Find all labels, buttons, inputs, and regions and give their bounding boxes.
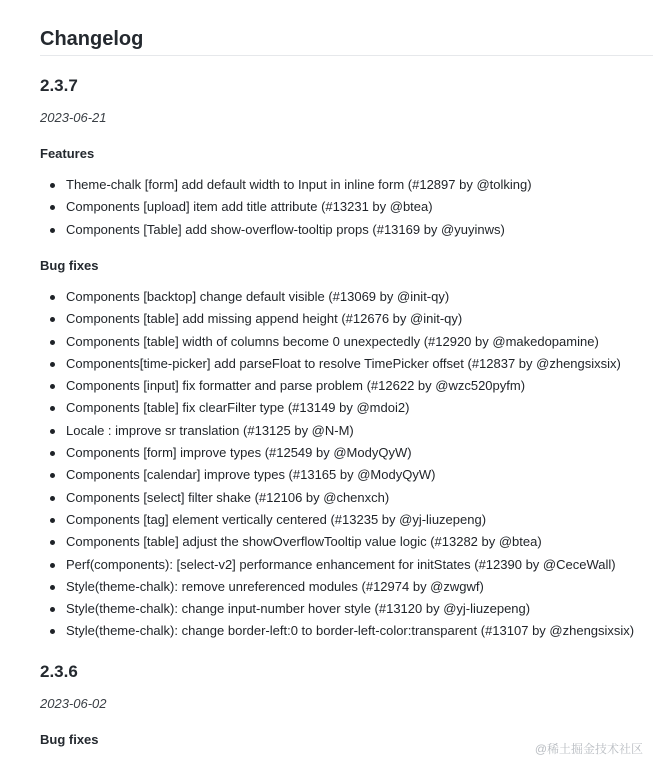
list-item-text: Perf(components): [select-v2] performance enhancement for initStates (#12390 by @CeceWall): [66, 556, 616, 572]
bullet-icon: [50, 228, 55, 233]
bugfixes-heading: Bug fixes: [40, 732, 99, 747]
watermark: @稀土掘金技术社区: [534, 742, 643, 756]
list-item: [40, 353, 634, 375]
list-item-text: Locale : improve sr translation (#13125 by @N-M): [66, 422, 354, 438]
bullet-icon: [50, 340, 55, 345]
list-item: [40, 509, 634, 531]
features-heading: Features: [40, 146, 95, 161]
list-item-text: Theme-chalk [form] add default width to Input in inline form (#12897 by @tolking): [66, 177, 532, 192]
list-item: [40, 196, 532, 218]
list-item: [40, 397, 634, 419]
bullet-icon: [50, 518, 55, 523]
list-item-text: Components [upload] item add title attribute (#13231 by @btea): [66, 199, 433, 215]
list-item: [40, 576, 634, 598]
list-item: [40, 531, 634, 553]
list-item: [40, 420, 634, 442]
bullet-icon: [50, 362, 55, 367]
bullet-icon: [50, 183, 55, 188]
page-title: Changelog: [40, 28, 144, 50]
list-item: [40, 286, 634, 308]
list-item-text: Style(theme-chalk): change input-number hover style (#13120 by @yj-liuzepeng): [66, 601, 531, 617]
list-item: [40, 174, 532, 196]
bullet-icon: [50, 451, 55, 456]
bullet-icon: [50, 540, 55, 545]
bullet-icon: [50, 563, 55, 568]
bullet-icon: [50, 607, 55, 612]
list-item-text: Components [select] filter shake (#12106 by @chenxch): [66, 489, 390, 505]
list-item-text: Components [table] adjust the showOverflowTooltip value logic (#13282 by @btea): [66, 534, 542, 550]
list-item: [40, 554, 634, 576]
list-item-text: Components [table] add missing append height (#12676 by @init-qy): [66, 311, 463, 327]
bullet-icon: [50, 384, 55, 389]
list-item-text: Components[time-picker] add parseFloat to resolve TimePicker offset (#12837 by @zhengsixsix): [66, 355, 621, 371]
list-item-text: Components [table] width of columns become 0 unexpectedly (#12920 by @makedopamine): [66, 333, 599, 349]
bullet-icon: [50, 429, 55, 434]
list-item: [40, 464, 634, 486]
list-item-text: Components [Table] add show-overflow-tooltip props (#13169 by @yuyinws): [66, 221, 505, 237]
release-date: 2023-06-02: [40, 696, 107, 711]
list-item-text: Components [table] fix clearFilter type (#13149 by @mdoi2): [66, 400, 410, 416]
release-date: 2023-06-21: [40, 110, 107, 125]
list-item: [40, 620, 634, 642]
list-item-text: Components [form] improve types (#12549 by @ModyQyW): [66, 445, 412, 461]
list-item: [40, 442, 634, 464]
list-item: [40, 487, 634, 509]
bullet-icon: [50, 317, 55, 322]
bullet-icon: [50, 585, 55, 590]
list-item: [40, 219, 532, 241]
list-item-text: Style(theme-chalk): change border-left:0 to border-left-color:transparent (#13107 by @zhengsixsix): [66, 623, 635, 639]
list-item: [40, 375, 634, 397]
release-version: 2.3.7: [40, 76, 78, 95]
title-divider: [40, 55, 653, 56]
list-item: [40, 598, 634, 620]
bullet-icon: [50, 496, 55, 501]
bullet-icon: [50, 473, 55, 478]
list-item-text: Components [calendar] improve types (#13165 by @ModyQyW): [66, 467, 436, 483]
bullet-icon: [50, 205, 55, 210]
bullet-icon: [50, 295, 55, 300]
bullet-icon: [50, 629, 55, 634]
list-item-text: Components [backtop] change default visible (#13069 by @init-qy): [66, 289, 450, 304]
list-item-text: Style(theme-chalk): remove unreferenced modules (#12974 by @zwgwf): [66, 578, 484, 594]
bullet-icon: [50, 406, 55, 411]
bugfixes-heading: Bug fixes: [40, 258, 99, 273]
list-item-text: Components [tag] element vertically centered (#13235 by @yj-liuzepeng): [66, 511, 487, 527]
bugfixes-list: [40, 286, 634, 643]
list-item: [40, 331, 634, 353]
list-item-text: Components [input] fix formatter and parse problem (#12622 by @wzc520pyfm): [66, 378, 526, 394]
list-item: [40, 308, 634, 330]
release-version: 2.3.6: [40, 662, 78, 681]
features-list: [40, 174, 532, 241]
